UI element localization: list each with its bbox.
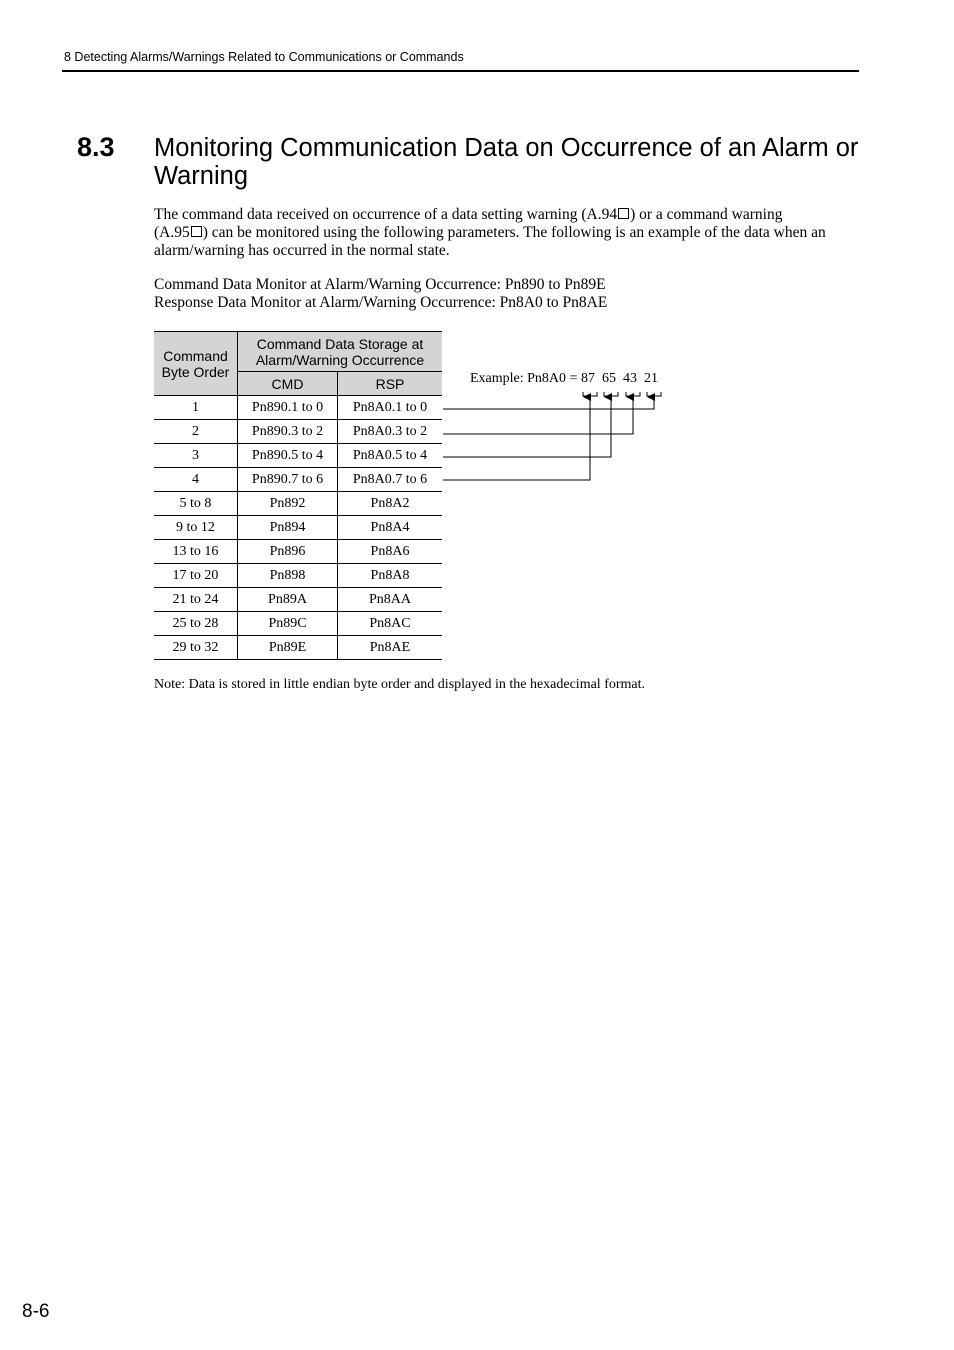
byte-bracket [626, 392, 640, 396]
byte-bracket [583, 392, 597, 396]
table-row: 5 to 8 Pn892 Pn8A2 [154, 492, 442, 516]
byte2-connector [443, 397, 633, 434]
table-row: 21 to 24 Pn89A Pn8AA [154, 588, 442, 612]
intro-text-4: ) can be monitored using the following parameters. The following is an example of the data when an alarm/warning has occurred in the normal state. [154, 224, 826, 259]
byte-bracket [604, 392, 618, 396]
rsp-header: RSP [338, 372, 443, 396]
section-title: Monitoring Communication Data on Occurrence of an Alarm or Warning [154, 134, 859, 190]
table-row: 17 to 20 Pn898 Pn8A8 [154, 564, 442, 588]
table-row: 3 Pn890.5 to 4 Pn8A0.5 to 4 [154, 444, 442, 468]
table-row: 2 Pn890.3 to 2 Pn8A0.3 to 2 [154, 420, 442, 444]
intro-text-1: The command data received on occurrence of a data setting warning (A.94 [154, 206, 618, 223]
table-row: 4 Pn890.7 to 6 Pn8A0.7 to 6 [154, 468, 442, 492]
section-number: 8.3 [77, 132, 115, 162]
command-monitor-line: Command Data Monitor at Alarm/Warning Occurrence: Pn890 to Pn89E [154, 276, 606, 293]
example-label: Example: Pn8A0 = 87 65 43 21 [470, 371, 658, 386]
running-header: 8 Detecting Alarms/Warnings Related to Communications or Commands [64, 50, 464, 64]
byte1-connector [443, 397, 654, 409]
table-row: 1 Pn890.1 to 0 Pn8A0.1 to 0 [154, 396, 442, 420]
intro-text-2: ) or a command warning [630, 206, 783, 223]
byte-bracket [647, 392, 661, 396]
byte-order-header: Command Byte Order [154, 332, 238, 396]
table-row: 9 to 12 Pn894 Pn8A4 [154, 516, 442, 540]
note-text: Note: Data is stored in little endian byte order and displayed in the hexadecimal format. [154, 677, 646, 692]
table-row: 25 to 28 Pn89C Pn8AC [154, 612, 442, 636]
page-number: 8-6 [22, 1301, 50, 1322]
intro-text-3: (A.95 [154, 224, 190, 241]
table-row: 29 to 32 Pn89E Pn8AE [154, 636, 442, 660]
byte3-connector [443, 397, 611, 457]
table-row: 13 to 16 Pn896 Pn8A6 [154, 540, 442, 564]
storage-header: Command Data Storage at Alarm/Warning Occurrence [238, 332, 443, 372]
response-monitor-line: Response Data Monitor at Alarm/Warning Occurrence: Pn8A0 to Pn8AE [154, 294, 608, 311]
cmd-header: CMD [238, 372, 338, 396]
